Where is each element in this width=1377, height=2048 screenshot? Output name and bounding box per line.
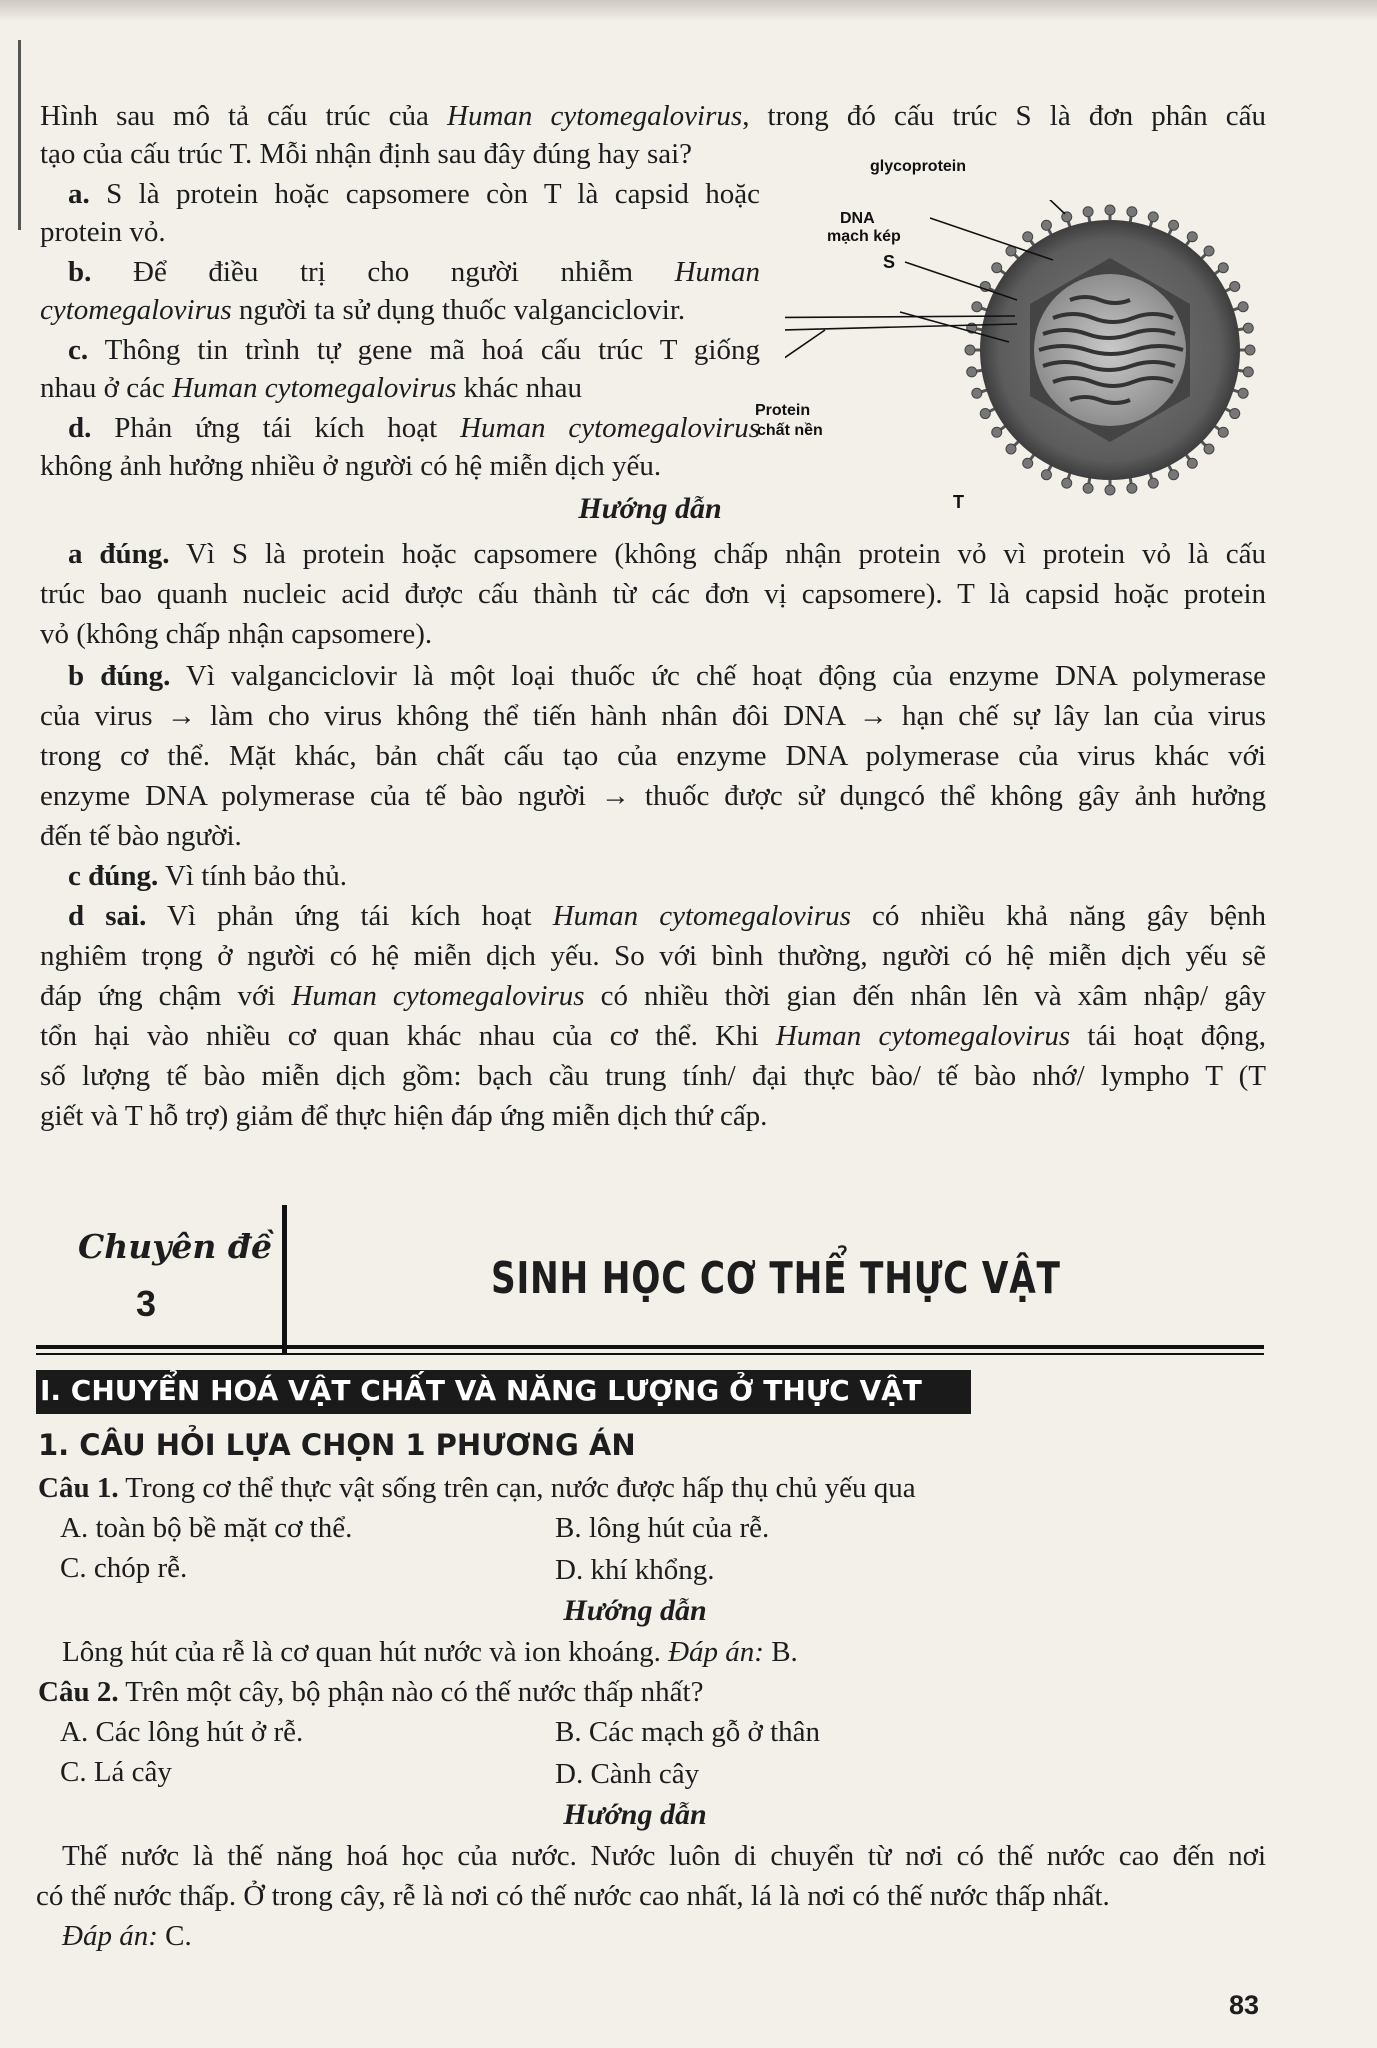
answer-d-line-4 [40,1018,1266,1054]
topic-rule-thick [36,1345,1264,1349]
question-1-label: Câu 1. [38,1472,119,1504]
statement-text: Để điều trị cho người nhiễm [91,256,675,288]
q2-option-c: C. Lá cây [60,1756,172,1788]
answer-b-line-1 [68,658,1266,694]
q1-option-b: B. lông hút của rễ. [555,1512,770,1544]
spike-head [1023,232,1033,242]
statement-a-line-2: protein vỏ. [40,216,166,248]
answer-text: Vì valganciclovir là một loại thuốc ức chế hoạt động của enzyme DNA polymerase [170,660,1266,692]
virus-name: Human cytomegalovirus [291,980,585,1012]
question-1 [38,1470,916,1506]
topic-divider [282,1205,287,1353]
answer-a-line-2: trúc bao quanh nucleic acid được cấu thành từ các đơn vị capsomere). T là capsid hoặc protein [40,578,1266,610]
spike-head [1238,388,1248,398]
q1-answer-label: Đáp án: [668,1636,764,1668]
spike-head [1023,458,1033,468]
answer-text: tái hoạt động, [1070,1020,1267,1052]
label-matrix: chất nền [757,422,823,439]
intro-text: Hình sau mô tả cấu trúc của [40,100,448,132]
topic-number: 3 [136,1283,157,1324]
answer-b-line-2: của virus → làm cho virus không thể tiến hành nhân đôi DNA → hạn chế sự lây lan của virus [40,700,1266,732]
answer-a-line-1 [68,536,1266,572]
intro-text: , trong đó cấu trúc S là đơn phân cấu [742,100,1266,132]
topic-rule-thin [36,1353,1264,1355]
statement-c-label: c. [68,334,89,366]
spike-head [1230,409,1240,419]
topic-label: Chuyên đề [78,1227,272,1266]
label-glycoprotein: glycoprotein [870,158,967,175]
spike-head [1218,427,1228,437]
q1-option-d: D. khí khổng. [555,1554,715,1586]
virus-figure [755,158,1265,520]
statement-c-line-1 [68,332,760,368]
q2-answer-line [62,1918,192,1954]
label-dna-double: mạch kép [827,228,901,245]
statement-c-line-2 [40,370,760,406]
q2-answer-label: Đáp án: [62,1920,158,1952]
spike-head [1238,302,1248,312]
spike-head [1062,478,1072,488]
label-dna: DNA [840,210,875,227]
answer-d-line-5: số lượng tế bào miễn dịch gồm: bạch cầu trung tính/ đại thực bào/ tế bào nhớ/ lympho T (T [40,1060,1266,1092]
q1-guide-text [62,1634,798,1670]
virus-name: Human cytomegalovirus [460,412,761,444]
virus-name: Human cytomegalovirus [172,372,457,404]
answer-a-line-3: vỏ (không chấp nhận capsomere). [40,618,433,650]
q2-option-d: D. Cành cây [555,1758,700,1790]
label-t: T [953,492,964,512]
virus-name: Human cytomegalovirus [552,900,851,932]
intro-line-1 [40,98,1266,134]
spike-head [1243,323,1253,333]
answer-d-label: d sai. [68,900,147,932]
virus-name: cytomegalovirus [40,294,232,326]
spike-head [1006,444,1016,454]
q2-guide-line-1: Thế nước là thế năng hoá học của nước. Nước luôn di chuyển từ nơi có thế nước cao đến nơi [62,1840,1266,1872]
statement-text: người ta sử dụng thuốc valganciclovir. [231,294,686,326]
answer-c-line-1 [68,858,1266,894]
q2-option-a: A. Các lông hút ở rễ. [60,1716,304,1748]
guide-heading: Hướng dẫn [578,492,722,525]
spike-head [1187,458,1197,468]
margin-line [18,40,21,230]
section-title-bar [36,1370,971,1414]
spike-head [1187,232,1197,242]
statement-d-line-2: không ảnh hưởng nhiều ở người có hệ miễn dịch yếu. [40,450,662,482]
answer-text: có nhiều khả năng gây bệnh [850,900,1266,932]
q2-answer: C. [157,1920,192,1952]
statement-d-line-1 [68,410,760,446]
label-s: S [883,252,896,272]
spike-head [1083,207,1093,217]
section-title: I. CHUYỂN HOÁ VẬT CHẤT VÀ NĂNG LƯỢNG Ở THỰC VẬT [40,1374,922,1407]
spike-head [972,302,982,312]
statement-a-label: a. [68,178,90,210]
question-2-label: Câu 2. [38,1676,119,1708]
spike-head [1243,367,1253,377]
answer-d-line-3 [40,978,1266,1014]
virus-name: Human cytomegalovirus [447,100,743,132]
spike-head [992,427,1002,437]
answer-text: tổn hại vào nhiều cơ quan khác nhau của cơ thể. Khi [40,1020,776,1052]
statement-b-line-1 [68,254,760,290]
statement-b-line-2 [40,292,760,328]
spike-head [1041,220,1051,230]
answer-d-line-2: nghiêm trọng ở người có hệ miễn dịch yếu. So với bình thường, người có hệ miễn dịch yếu sẽ [40,940,1266,972]
answer-c-label: c đúng. [68,860,159,892]
question-1-text: Trong cơ thể thực vật sống trên cạn, nước được hấp thụ chủ yếu qua [118,1472,916,1504]
answer-b-line-4: enzyme DNA polymerase của tế bào người → thuốc được sử dụngcó thể không gây ảnh hưởng [40,780,1266,812]
spike-head [1148,212,1158,222]
question-2 [38,1674,703,1710]
statement-a-line-1 [68,176,760,212]
spike-head [965,345,975,355]
statement-text: Phản ứng tái kích hoạt [91,412,461,444]
page-edge-shadow [0,0,1377,22]
virus-name: Human [674,256,760,288]
q1-option-c: C. chóp rễ. [60,1552,188,1584]
q1-option-a: A. toàn bộ bề mặt cơ thể. [60,1512,353,1544]
virus-diagram [785,200,1265,520]
page-number: 83 [1228,1990,1259,2020]
spike-head [1218,263,1228,273]
intro-line-2: tạo của cấu trúc T. Mỗi nhận định sau đây đúng hay sai? [40,138,693,170]
spike-head [980,409,990,419]
spike-head [972,388,982,398]
q2-guide-heading: Hướng dẫn [563,1798,707,1831]
spike-head [1245,345,1255,355]
topic-title: SINH HỌC CƠ THỂ THỰC VẬT [491,1253,1061,1304]
statement-text: S là protein hoặc capsomere còn T là capsid hoặc [89,178,760,210]
spike-head [1169,470,1179,480]
answer-b-label: b đúng. [68,660,171,692]
answer-b-line-3: trong cơ thể. Mặt khác, bản chất cấu tạo của enzyme DNA polymerase của virus khác với [40,740,1266,772]
question-2-text: Trên một cây, bộ phận nào có thế nước thấp nhất? [118,1676,704,1708]
spike-head [1169,220,1179,230]
answer-text: đáp ứng chậm với [40,980,292,1012]
answer-a-label: a đúng. [68,538,170,570]
spike-head [1105,205,1115,215]
answer-text: có nhiều thời gian đến nhân lên và xâm nhập/ gây [584,980,1267,1012]
subsection-title: 1. CÂU HỎI LỰA CHỌN 1 PHƯƠNG ÁN [38,1428,636,1462]
q1-answer: B. [763,1636,798,1668]
spike-head [1148,478,1158,488]
statement-text: nhau ở các [40,372,173,404]
q1-guide-body: Lông hút của rễ là cơ quan hút nước và ion khoáng. [62,1636,661,1668]
q2-guide-line-2: có thế nước thấp. Ở trong cây, rễ là nơi có thế nước cao nhất, lá là nơi có thế nước thấp nhất. [36,1880,1110,1912]
statement-text: khác nhau [456,372,583,404]
spike-head [1230,281,1240,291]
statement-b-label: b. [68,256,92,288]
answer-text: Vì tính bảo thủ. [158,860,348,892]
spike-head [967,367,977,377]
answer-text: Vì phản ứng tái kích hoạt [146,900,553,932]
q2-option-b: B. Các mạch gỗ ở thân [555,1716,820,1748]
statement-d-label: d. [68,412,92,444]
label-protein: Protein [755,402,811,419]
virus-name: Human cytomegalovirus [775,1020,1071,1052]
spike-head [1127,207,1137,217]
answer-b-line-5: đến tế bào người. [40,820,242,852]
topic-banner [36,1205,1264,1355]
answer-d-line-6: giết và T hỗ trợ) giảm để thực hiện đáp ứng miễn dịch thứ cấp. [40,1100,768,1132]
spike-head [1204,246,1214,256]
answer-d-line-1 [68,898,1266,934]
spike-head [992,263,1002,273]
answer-text: Vì S là protein hoặc capsomere (không chấp nhận protein vỏ vì protein vỏ là cấu [169,538,1266,570]
q1-guide-heading: Hướng dẫn [563,1594,707,1627]
statement-text: Thông tin trình tự gene mã hoá cấu trúc T giống [88,334,760,366]
spike-head [1041,470,1051,480]
spike-head [1204,444,1214,454]
